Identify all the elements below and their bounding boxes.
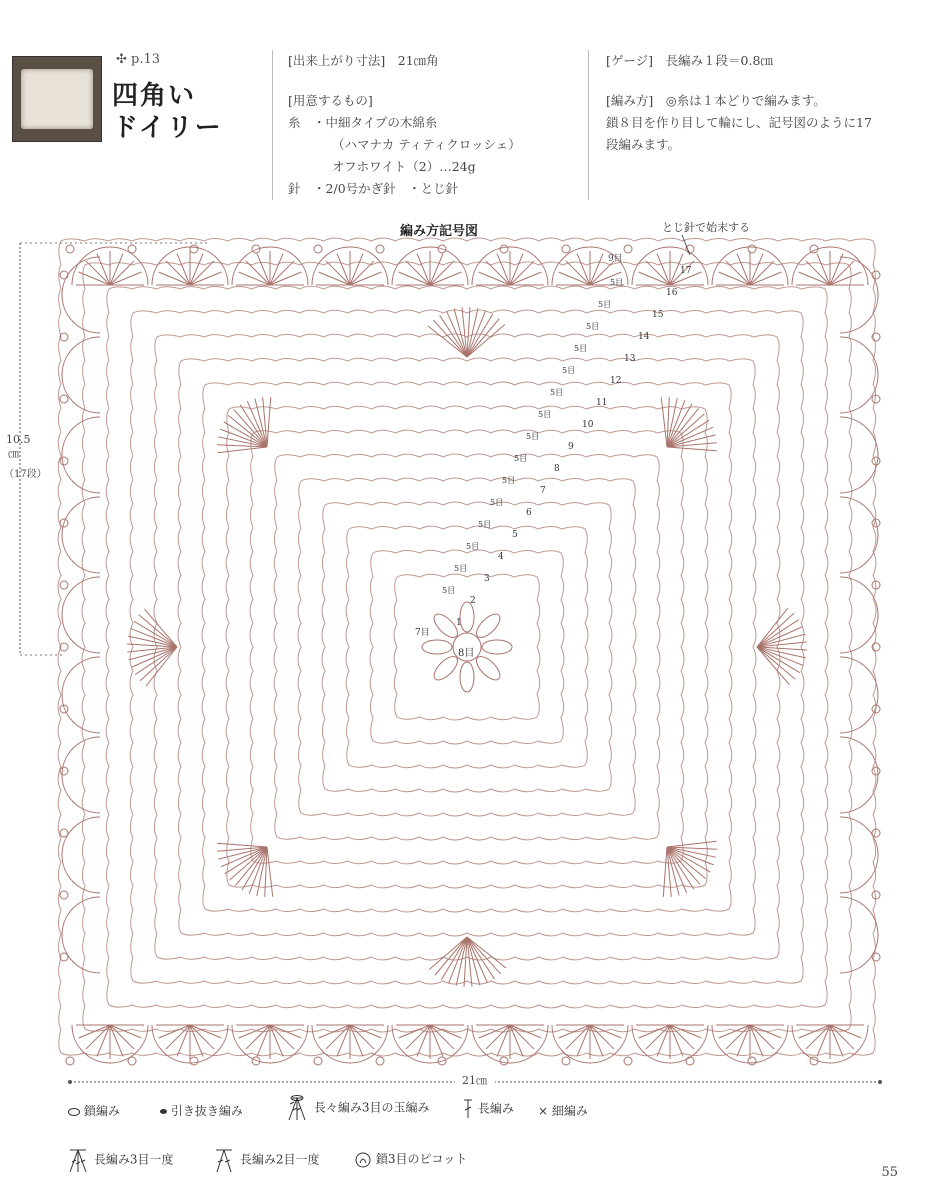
chain-count-label: 5目 (562, 366, 576, 375)
legend-label: 鎖編み (83, 1104, 120, 1118)
chain-count-label: 5目 (454, 564, 468, 573)
chain-count-label: 5目 (598, 300, 612, 309)
row-number-label: 13 (624, 354, 636, 364)
chain-nine-label: 9目 (608, 254, 623, 264)
specs-column (288, 50, 578, 200)
dc2tog-icon (212, 1146, 236, 1174)
row-number-label: 7 (540, 486, 546, 496)
legend-tr-cluster (284, 1094, 429, 1122)
row-number-label: 8 (554, 464, 560, 474)
single-crochet-icon: × (538, 1104, 549, 1118)
yarn-desc: ・中細タイプの木綿糸 (313, 115, 438, 130)
page-title: 四角い ドイリー (112, 81, 223, 143)
legend-label: 長編み3目一度 (93, 1152, 174, 1167)
slip-stitch-icon (160, 1109, 167, 1114)
gauge-value: 長編み１段＝0.8㎝ (665, 53, 773, 68)
picot-icon (354, 1151, 372, 1169)
chain-count-label: 5目 (490, 498, 504, 507)
row-number-label: 10 (582, 420, 594, 430)
chain-count-label: 5目 (550, 388, 564, 397)
method-label: [編み方] (606, 93, 654, 108)
row-number-label: 9 (568, 442, 574, 452)
chain-count-label: 5目 (586, 322, 600, 331)
cluster-stitch-icon (284, 1094, 310, 1122)
legend-dc (462, 1098, 514, 1120)
row-number-label: 12 (610, 376, 622, 386)
row-number-label: 2 (470, 596, 476, 606)
crochet-diagram (0, 215, 934, 1095)
hook-desc: ・2/0号かぎ針 ・とじ針 (313, 181, 459, 196)
chain-count-label: 5目 (538, 410, 552, 419)
legend-chain (68, 1102, 120, 1119)
method-line: 鎖８目を作り目して輪にし、記号図のように17 (606, 115, 872, 130)
chain-count-label: 5目 (574, 344, 588, 353)
method-line: 段編みます。 (606, 137, 681, 152)
chain-count-label: 5目 (514, 454, 528, 463)
project-thumbnail (12, 56, 102, 142)
row-number-label: 5 (512, 530, 518, 540)
legend-label: 鎖3目のピコット (375, 1152, 468, 1166)
row-number-label: 6 (526, 508, 532, 518)
width-measure-label: 21㎝ (462, 1074, 487, 1087)
page-number: 55 (881, 1165, 898, 1180)
chain-count-label: 5目 (466, 542, 480, 551)
column-divider (272, 50, 273, 200)
gauge-column (606, 50, 906, 156)
legend-label: 長々編み3目の玉編み (313, 1100, 430, 1115)
legend-dc2tog (212, 1146, 319, 1174)
legend-slip (160, 1102, 243, 1119)
finish-note: とじ針で始末する (662, 221, 750, 234)
legend-dc3tog (66, 1146, 173, 1174)
chain-count-label: 5目 (478, 520, 492, 529)
height-measure: 10.5 (6, 433, 31, 446)
measure-endpoint (68, 1080, 72, 1084)
row-number-label: 4 (498, 552, 504, 562)
row-number-label: 11 (596, 398, 608, 408)
flower-icon: ✣ (116, 52, 132, 67)
chain-seven-label: 7目 (415, 628, 430, 638)
height-rows: （17段） (4, 469, 47, 480)
legend-sc (538, 1102, 588, 1119)
yarn-brand: （ハマナカ ティティクロッシェ） (332, 137, 521, 152)
chain-count-label: 5目 (442, 586, 456, 595)
legend-label: 引き抜き編み (170, 1104, 243, 1118)
measure-endpoint (878, 1080, 882, 1084)
legend-label: 長編み (477, 1101, 514, 1116)
yarn-color: オフホワイト（2）…24g (332, 159, 476, 174)
chart-title: 編み方記号図 (400, 224, 479, 239)
yarn-label: 糸 (288, 115, 301, 130)
legend-picot (354, 1150, 467, 1169)
legend-label: 細編み (551, 1104, 588, 1118)
row-number-label: 17 (680, 266, 692, 276)
gauge-label: [ゲージ] (606, 53, 654, 68)
center-ring-label: 8目 (458, 648, 475, 659)
hook-label: 針 (288, 181, 301, 196)
size-value: 21㎝角 (397, 53, 439, 68)
chain-count-label: 5目 (502, 476, 516, 485)
row-number-label: 1 (456, 618, 462, 628)
row-number-label: 15 (652, 310, 664, 320)
height-unit: ㎝ (8, 447, 19, 460)
row-number-label: 16 (666, 288, 678, 298)
dc3tog-icon (66, 1146, 90, 1174)
row-number-label: 3 (484, 574, 490, 584)
stitch-pattern (58, 238, 876, 1056)
chain-stitch-icon (68, 1108, 80, 1116)
materials-label: [用意するもの] (288, 93, 373, 108)
size-label: [出来上がり寸法] (288, 53, 386, 68)
legend-label: 長編み2目一度 (239, 1152, 320, 1167)
page-reference: ✣ p.13 (116, 52, 161, 67)
row-number-label: 14 (638, 332, 650, 342)
chain-count-label: 5目 (526, 432, 540, 441)
double-crochet-icon (462, 1098, 474, 1120)
method-line: ◎糸は１本どりで編みます。 (665, 93, 826, 108)
column-divider (588, 50, 589, 200)
chain-count-label: 5目 (610, 278, 624, 287)
